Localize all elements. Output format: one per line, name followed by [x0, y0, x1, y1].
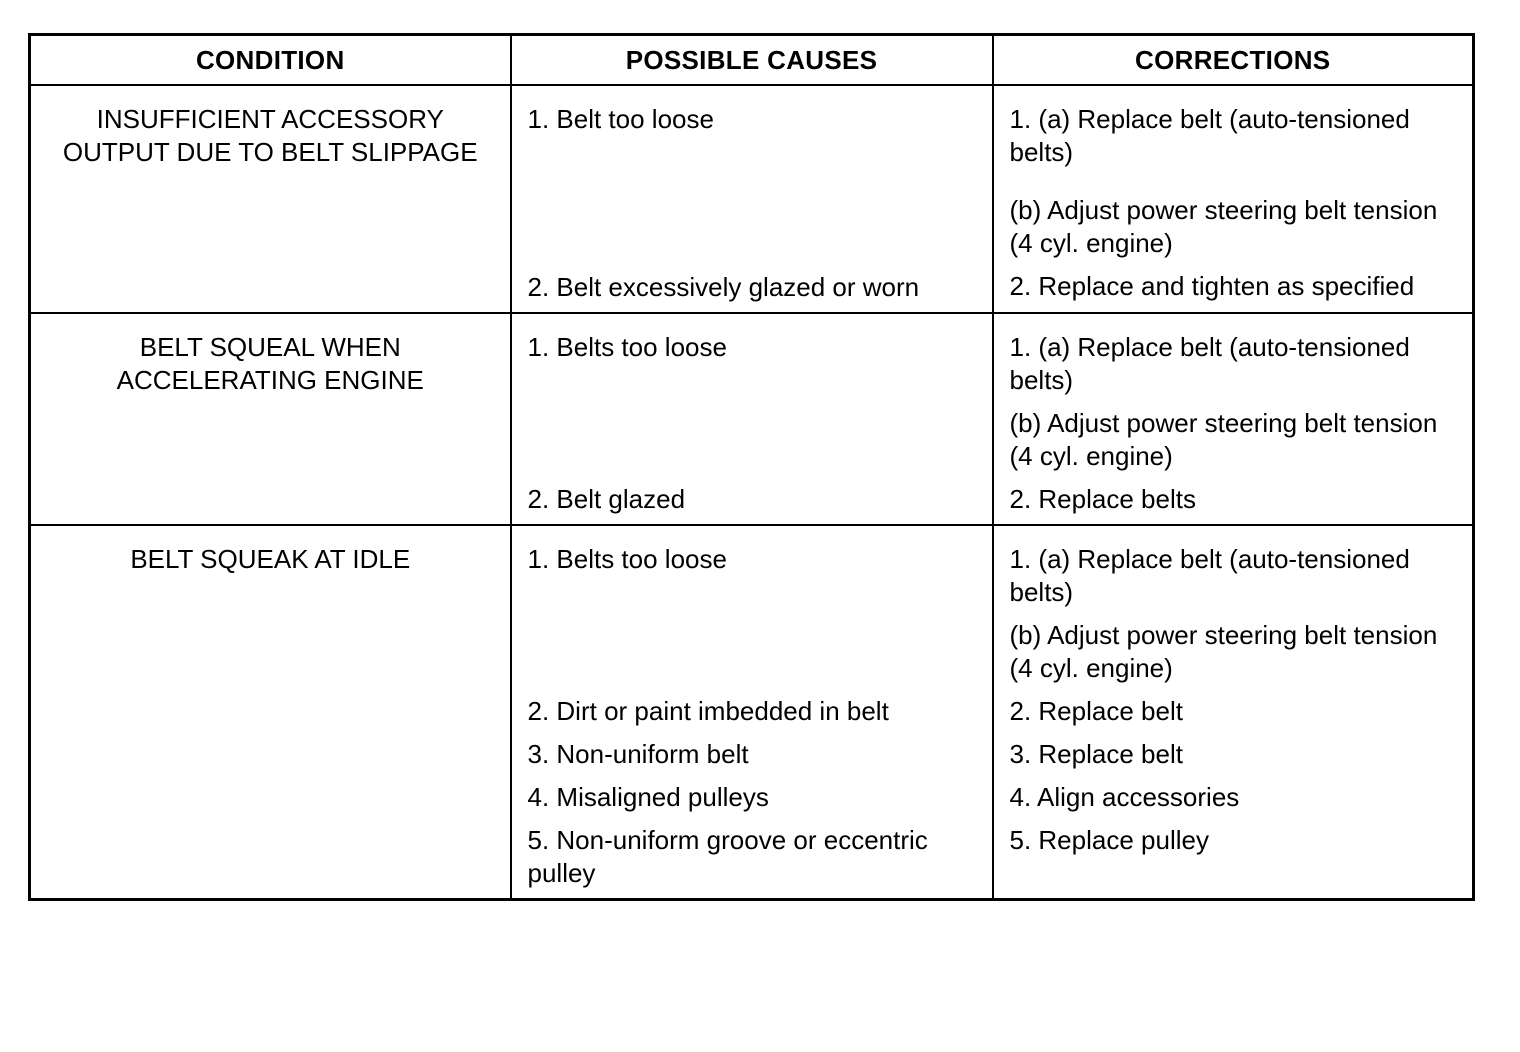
condition-cell	[30, 525, 511, 900]
cause-item: 1. Belts too loose	[527, 332, 727, 362]
correction-item: 1. (a) Replace belt (auto-tensioned belts)	[1009, 332, 1410, 395]
condition-text: INSUFFICIENT ACCESSORY OUTPUT DUE TO BELT SLIPPAGE	[62, 104, 478, 167]
condition-text: BELT SQUEAL WHEN ACCELERATING ENGINE	[116, 332, 424, 395]
cause-item: 5. Non-uniform groove or eccentric pulley	[527, 825, 928, 888]
condition-cell	[30, 85, 511, 313]
diagnosis-table	[28, 33, 1475, 901]
corrections-cell	[993, 85, 1474, 313]
table-row	[30, 525, 1474, 900]
correction-item: 2. Replace belt	[1009, 696, 1183, 726]
cause-item: 2. Dirt or paint imbedded in belt	[527, 696, 889, 726]
cause-item: 2. Belt glazed	[527, 484, 686, 514]
correction-item: 1. (a) Replace belt (auto-tensioned belts)	[1009, 104, 1410, 167]
correction-item: (b) Adjust power steering belt tension (4 cyl. engine)	[1009, 620, 1438, 683]
cause-item: 2. Belt excessively glazed or worn	[527, 272, 920, 302]
corrections-cell	[993, 313, 1474, 525]
correction-item: 3. Replace belt	[1009, 739, 1183, 769]
cause-item: 1. Belts too loose	[527, 544, 727, 574]
correction-item: 1. (a) Replace belt (auto-tensioned belts)	[1009, 544, 1410, 607]
table-row	[30, 313, 1474, 525]
correction-item: 4. Align accessories	[1009, 782, 1240, 812]
causes-cell	[511, 313, 993, 525]
correction-item: 2. Replace belts	[1009, 484, 1196, 514]
causes-cell	[511, 85, 993, 313]
cause-item: 4. Misaligned pulleys	[527, 782, 769, 812]
condition-text: BELT SQUEAK AT IDLE	[130, 544, 411, 574]
corrections-cell	[993, 525, 1474, 900]
causes-cell	[511, 525, 993, 900]
header-possible-causes: POSSIBLE CAUSES	[511, 35, 993, 86]
correction-item: (b) Adjust power steering belt tension (4 cyl. engine)	[1009, 408, 1438, 471]
correction-item: (b) Adjust power steering belt tension (4 cyl. engine)	[1009, 195, 1438, 258]
header-row	[30, 35, 1474, 86]
cause-item: 1. Belt too loose	[527, 104, 714, 134]
condition-cell	[30, 313, 511, 525]
table-row	[30, 85, 1474, 313]
correction-item: 2. Replace and tighten as specified	[1009, 271, 1415, 301]
correction-item: 5. Replace pulley	[1009, 825, 1209, 855]
header-corrections: CORRECTIONS	[993, 35, 1474, 86]
header-condition: CONDITION	[30, 35, 511, 86]
cause-item: 3. Non-uniform belt	[527, 739, 749, 769]
